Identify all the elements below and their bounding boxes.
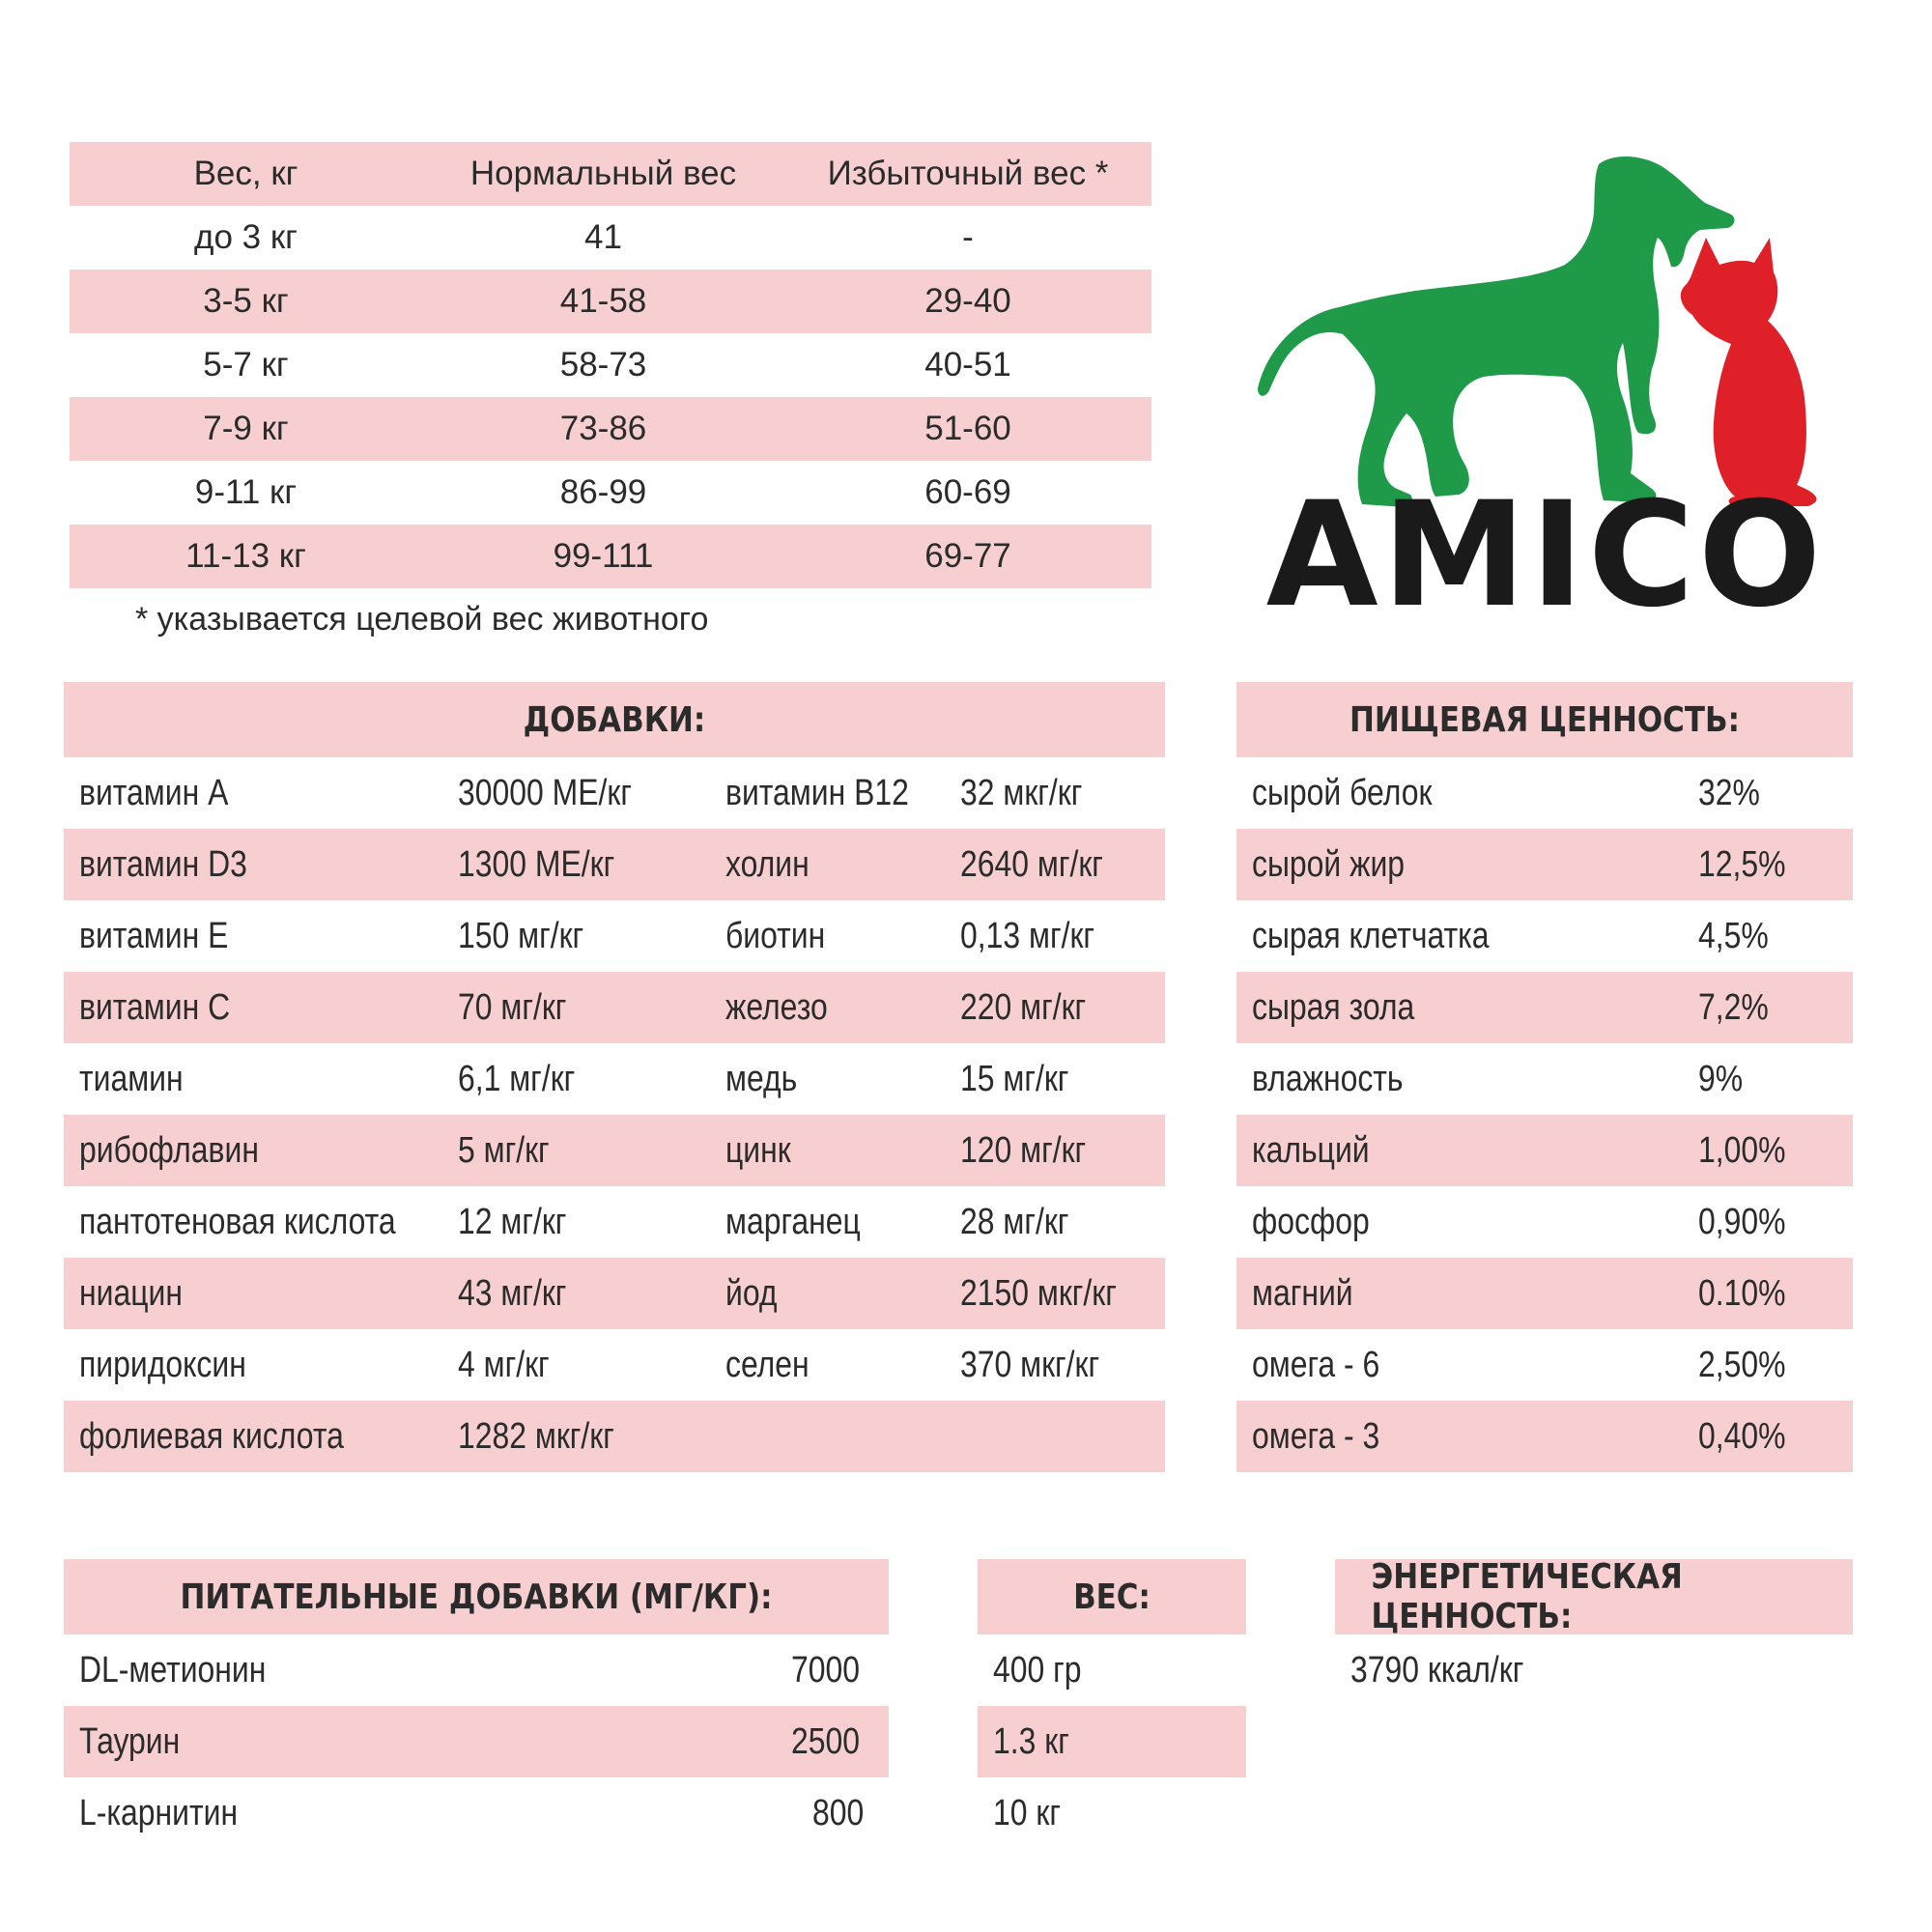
cell-normal: 58-73 [559, 346, 647, 384]
additive-value: 370 мкг/кг [960, 1344, 1100, 1385]
weights-title: ВЕС: [1073, 1577, 1151, 1617]
energy-value: 3790 ккал/кг [1350, 1649, 1524, 1690]
table-row [1236, 972, 1853, 1043]
table-row [64, 972, 1165, 1043]
additive-name: фолиевая кислота [79, 1415, 344, 1457]
nutrient-value: 9% [1698, 1058, 1744, 1099]
cell-weight: 7-9 кг [203, 410, 289, 447]
supplement-value: 2500 [791, 1720, 861, 1762]
nutrient-name: омега - 6 [1252, 1344, 1380, 1385]
table-row [978, 1706, 1246, 1777]
nutrition-table [1236, 682, 1853, 1472]
additive-value: 70 мг/кг [458, 986, 567, 1028]
supplement-name: L-карнитин [79, 1792, 239, 1833]
supplement-value: 800 [811, 1792, 864, 1833]
additive-value: 120 мг/кг [960, 1129, 1087, 1171]
table-row [64, 900, 1165, 972]
table-row [1236, 1401, 1853, 1472]
additive-value: 12 мг/кг [458, 1201, 567, 1242]
nutrient-value: 0,90% [1698, 1201, 1786, 1242]
additive-name: железо [725, 986, 828, 1028]
table-row [64, 1706, 889, 1777]
table-row [64, 1777, 889, 1849]
additives-table [64, 682, 1165, 1472]
additive-name: марганец [725, 1201, 861, 1242]
table-row [1335, 1634, 1853, 1706]
additive-name: витамин D3 [79, 843, 247, 885]
table-row [70, 270, 1151, 333]
additive-name: пиридоксин [79, 1344, 246, 1385]
supplement-name: DL-метионин [79, 1649, 267, 1690]
table-row [1236, 1115, 1853, 1186]
energy-header [1335, 1559, 1853, 1634]
supplements-title: ПИТАТЕЛЬНЫЕ ДОБАВКИ (МГ/КГ): [180, 1577, 773, 1617]
nutrient-name: фосфор [1252, 1201, 1370, 1242]
table-row [64, 1329, 1165, 1401]
table-row [978, 1634, 1246, 1706]
nutrition-header [1236, 682, 1853, 757]
additive-name: пантотеновая кислота [79, 1201, 396, 1242]
table-row [64, 1043, 1165, 1115]
nutrient-name: сырой жир [1252, 843, 1406, 885]
package-weights-table [978, 1559, 1246, 1849]
additive-value: 1282 мкг/кг [458, 1415, 614, 1457]
nutrient-value: 1,00% [1698, 1129, 1786, 1171]
additive-name: йод [725, 1272, 778, 1314]
cat-icon [1681, 238, 1817, 506]
package-weight: 1.3 кг [993, 1720, 1069, 1762]
table-row [1236, 1186, 1853, 1258]
nutrient-value: 0,40% [1698, 1415, 1786, 1457]
additive-value: 220 мг/кг [960, 986, 1087, 1028]
cell-over: - [962, 218, 974, 256]
supplements-table [64, 1559, 889, 1849]
additives-title: ДОБАВКИ: [523, 699, 706, 740]
cell-over: 51-60 [924, 410, 1011, 447]
header-overweight: Избыточный вес * [827, 155, 1109, 192]
table-row [1236, 1258, 1853, 1329]
additive-name: ниацин [79, 1272, 183, 1314]
nutrient-name: влажность [1252, 1058, 1404, 1099]
additive-value: 43 мг/кг [458, 1272, 567, 1314]
additive-name: витамин В12 [725, 772, 909, 813]
nutrient-name: сырая клетчатка [1252, 915, 1490, 956]
table-row [1236, 757, 1853, 829]
cell-normal: 99-111 [553, 537, 654, 575]
cell-over: 60-69 [924, 473, 1011, 511]
additive-value: 5 мг/кг [458, 1129, 550, 1171]
table-row [64, 1634, 889, 1706]
header-normal-weight: Нормальный вес [469, 155, 737, 192]
nutrient-name: кальций [1252, 1129, 1370, 1171]
cell-weight: 11-13 кг [185, 537, 306, 575]
cell-normal: 41 [584, 218, 622, 256]
cell-over: 69-77 [924, 537, 1011, 575]
nutrient-value: 12,5% [1698, 843, 1786, 885]
additive-value: 15 мг/кг [960, 1058, 1069, 1099]
cell-weight: 5-7 кг [203, 346, 289, 384]
header-weight: Вес, кг [193, 155, 298, 192]
cell-normal: 41-58 [559, 282, 647, 320]
additive-value: 1300 МЕ/кг [458, 843, 615, 885]
nutrient-value: 4,5% [1698, 915, 1769, 956]
table-row [64, 1115, 1165, 1186]
energy-title: ЭНЕРГЕТИЧЕСКАЯ ЦЕННОСТЬ: [1371, 1559, 1683, 1634]
table-row [1236, 1043, 1853, 1115]
weights-header [978, 1559, 1246, 1634]
feeding-table [70, 142, 1151, 588]
package-weight: 10 кг [993, 1792, 1061, 1833]
additives-header [64, 682, 1165, 757]
nutrition-title: ПИЩЕВАЯ ЦЕННОСТЬ: [1349, 699, 1741, 740]
additive-name: рибофлавин [79, 1129, 259, 1171]
table-row [64, 829, 1165, 900]
dog-icon [1258, 156, 1734, 506]
additive-name: цинк [725, 1129, 791, 1171]
nutrient-value: 2,50% [1698, 1344, 1786, 1385]
nutrient-value: 32% [1698, 772, 1760, 813]
cell-over: 29-40 [924, 282, 1011, 320]
additive-value: 2150 мкг/кг [960, 1272, 1117, 1314]
additive-name: медь [725, 1058, 798, 1099]
table-row [70, 333, 1151, 397]
cell-normal: 73-86 [559, 410, 647, 447]
cell-normal: 86-99 [559, 473, 647, 511]
supplement-name: Таурин [79, 1720, 181, 1762]
additive-value: 28 мг/кг [960, 1201, 1069, 1242]
additive-value: 32 мкг/кг [960, 772, 1083, 813]
supplements-header [64, 1559, 889, 1634]
table-row [64, 1186, 1165, 1258]
package-weight: 400 гр [993, 1649, 1082, 1690]
additive-value: 150 мг/кг [458, 915, 584, 956]
supplement-value: 7000 [791, 1649, 861, 1690]
feeding-note: * указывается целевой вес животного [135, 601, 709, 638]
additive-name: биотин [725, 915, 826, 956]
cell-over: 40-51 [924, 346, 1011, 384]
cell-weight: 9-11 кг [194, 473, 298, 511]
additive-value: 0,13 мг/кг [960, 915, 1095, 956]
additive-value: 6,1 мг/кг [458, 1058, 576, 1099]
table-row [64, 1258, 1165, 1329]
additive-name: тиамин [79, 1058, 184, 1099]
additive-name: витамин Е [79, 915, 229, 956]
cell-weight: до 3 кг [194, 218, 298, 256]
additive-value: 4 мг/кг [458, 1344, 550, 1385]
energy-table [1335, 1559, 1853, 1706]
feeding-table-header [70, 142, 1151, 206]
additive-name: холин [725, 843, 810, 885]
table-row [64, 1401, 1165, 1472]
table-row [70, 461, 1151, 525]
nutrient-name: сырая зола [1252, 986, 1415, 1028]
table-row [1236, 829, 1853, 900]
nutrient-name: магний [1252, 1272, 1353, 1314]
nutrient-value: 7,2% [1698, 986, 1769, 1028]
table-row [64, 757, 1165, 829]
table-row [1236, 1329, 1853, 1401]
cell-weight: 3-5 кг [203, 282, 289, 320]
nutrient-name: омега - 3 [1252, 1415, 1380, 1457]
table-row [70, 206, 1151, 270]
table-row [1236, 900, 1853, 972]
table-row [70, 397, 1151, 461]
brand-name: AMICO [1265, 471, 1826, 639]
additive-name: витамин А [79, 772, 229, 813]
nutrient-name: сырой белок [1252, 772, 1433, 813]
nutrient-value: 0.10% [1698, 1272, 1786, 1314]
table-row [70, 525, 1151, 588]
additive-name: витамин С [79, 986, 231, 1028]
additive-name: селен [725, 1344, 810, 1385]
additive-value: 30000 МЕ/кг [458, 772, 632, 813]
table-row [978, 1777, 1246, 1849]
additive-value: 2640 мг/кг [960, 843, 1103, 885]
